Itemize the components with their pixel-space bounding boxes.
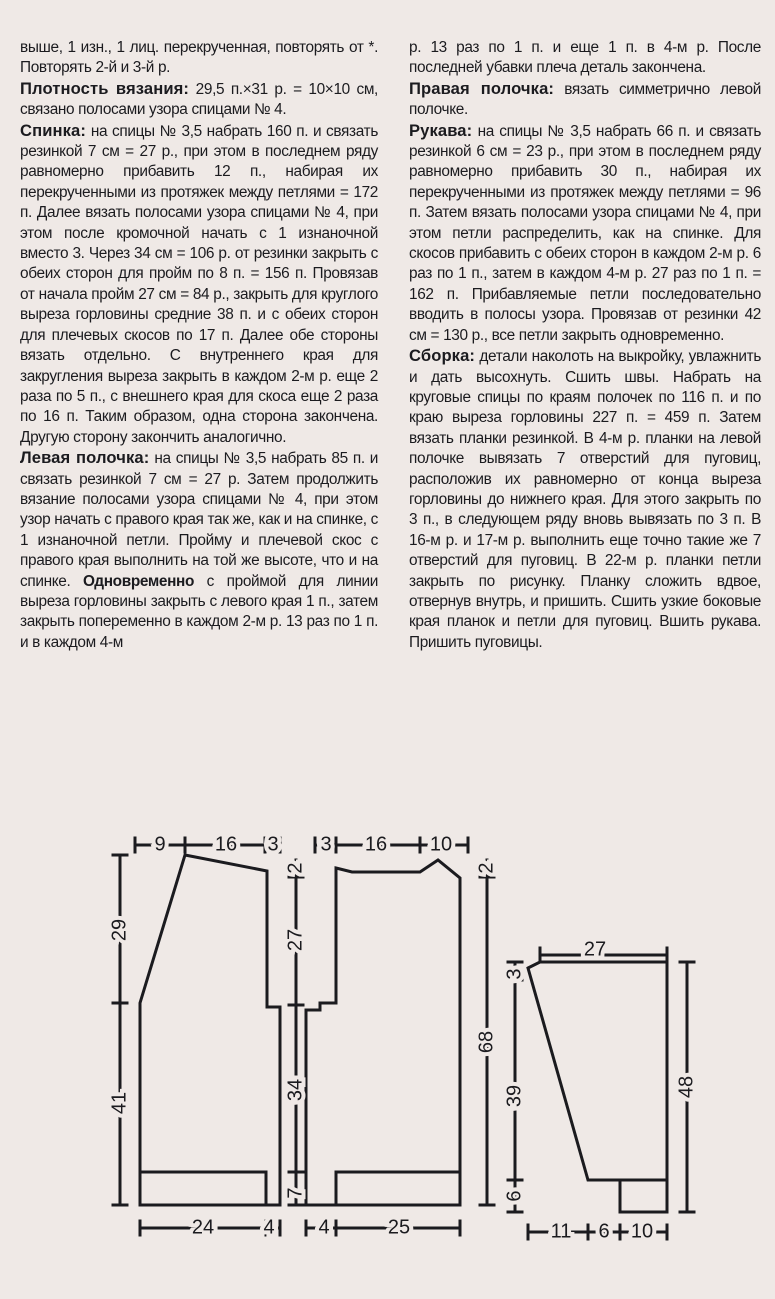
dim-sleeve-total-height: 48 <box>675 1075 698 1099</box>
dim-back-neck-left: 2 <box>284 862 307 874</box>
dim-back-neck-right: 2 <box>475 862 498 874</box>
dim-back-side-body: 34 <box>284 1078 307 1102</box>
dim-sleeve-top-width: 27 <box>583 938 607 961</box>
dim-back-top-mid: 16 <box>364 833 388 856</box>
back-paragraph: Спинка: на спицы № 3,5 набрать 160 п. и связать резинкой 7 см = 27 р., при этом в последнем ряду равномерно прибавить 12 п., набирая их перекрученными из протяжек между петлями = 172 п. Далее вязать полосами узора спицами № 4, при этом после кромочной начать с 1 изнаночной вместо 3. Через 34 см = 106 р. от резинки закрыть с обеих сторон для пройм по 8 п. = 156 п. Провязав от начала пройм 27 см = 84 р., закрыть для круглого выреза горловины средние 38 п. и с обеих сторон для плечевых скосов по 17 п. Далее обе стороны вязать отдельно. С внутреннего края для закругления выреза закрыть в каждом 2-м р. еще 2 раза по 5 п., с внешнего края для скоса еще 2 раза по 16 п. Таким образом, одна сторона закончена. Другую сторону закончить аналогично. <box>20 120 378 446</box>
dim-front-top-mid: 16 <box>214 833 238 856</box>
dim-sleeve-bottom-left: 11 <box>550 1220 572 1243</box>
dim-front-bottom-right: 4 <box>263 1216 275 1239</box>
dim-back-bottom-left: 4 <box>318 1216 330 1239</box>
emphasis-word: Одновременно <box>83 572 195 590</box>
front-piece-outline <box>140 855 280 1205</box>
density-paragraph: Плотность вязания: 29,5 п.×31 р. = 10×10 см, связано полосами узора спицами № 4. <box>20 78 378 119</box>
dim-sleeve-bottom-right: 10 <box>630 1220 654 1243</box>
sleeves-paragraph: Рукава: на спицы № 3,5 набрать 66 п. и связать резинкой 6 см = 23 р., при этом в последнем ряду равномерно прибавить 30 п., набирая их перекрученными из протяжек между петлями = 96 п. Затем вязать полосами узора спицами № 4, при этом петли распределить, как на спинке. Для скосов прибавить с обеих сторон в каждом 2-м р. 6 раз по 1 п., затем в каждом 4-м р. 27 раз по 1 п. = 162 п. Прибавляемые петли последовательно вводить в полосы узора. Провязав от резинки 42 см = 130 р., все петли закрыть одновременно. <box>409 120 761 344</box>
sleeves-heading: Рукава: <box>409 120 473 140</box>
dim-back-total-height: 68 <box>475 1030 498 1054</box>
dim-front-bottom-main: 24 <box>191 1216 215 1239</box>
dim-back-top-left: 3 <box>320 833 332 856</box>
dim-back-side-armhole: 27 <box>284 928 307 952</box>
front-dimension-lines <box>113 838 280 1235</box>
dim-back-side-rib: 7 <box>284 1187 307 1199</box>
dim-sleeve-bottom-mid: 6 <box>598 1220 610 1243</box>
density-heading: Плотность вязания: <box>20 78 190 98</box>
intro-paragraph: выше, 1 изн., 1 лиц. перекрученная, повторять от *. Повторять 2-й и 3-й р. <box>20 39 378 77</box>
dim-front-side-lower: 41 <box>108 1091 131 1115</box>
right-front-heading: Правая полочка: <box>409 78 555 98</box>
dim-front-side-upper: 29 <box>108 918 131 942</box>
dim-front-top-left: 9 <box>154 833 166 856</box>
dim-sleeve-top-step: 3 <box>503 968 526 980</box>
continuation-paragraph: р. 13 раз по 1 п. и еще 1 п. в 4-м р. После последней убавки плеча деталь закончена. <box>409 39 761 77</box>
dim-sleeve-side-main: 39 <box>503 1084 526 1108</box>
assembly-paragraph: Сборка: детали наколоть на выкройку, увлажнить и дать высохнуть. Сшить швы. Набрать на круговые спицы по краям полочек по 116 п. и по краю выреза горловины 227 п. = 459 п. Затем вязать планки резинкой. В 4-м р. планки на левой полочке вывязать 7 отверстий для пуговиц, расположив их равномерно от конца выреза горловины до нижнего края. Для этого закрыть по 3 п., в следующем ряду вновь вывязать по 3 п. В 16-м р. и 17-м р. выполнить еще точно такие же 7 отверстий для пуговиц. В 22-м р. планки петли закрыть по рисунку. Планку сложить вдвое, отвернув внутрь, и пришить. Сшить узкие боковые края планок и петли для пуговиц. Вшить рукава. Пришить пуговицы. <box>409 346 761 651</box>
dim-back-bottom-main: 25 <box>387 1216 411 1239</box>
left-front-heading: Левая полочка: <box>20 448 150 468</box>
sleeve-piece-outline <box>528 962 667 1212</box>
back-piece-outline <box>306 860 460 1205</box>
dim-front-top-right: 3 <box>267 833 279 856</box>
back-heading: Спинка: <box>20 120 86 140</box>
right-front-paragraph: Правая полочка: вязать симметрично левой полочке. <box>409 78 762 119</box>
left-front-paragraph: Левая полочка: на спицы № 3,5 набрать 85 п. и связать резинкой 7 см = 27 р. Затем продолжить вязание полосами узора спицами № 4, при этом узор начать с правого края так же, как и на спинке, с 1 изнаночной петли. Пройму и плечевой скос с правого края выполнить на той же высоте, что и на спинке. Одновременно с проймой для линии выреза горловины закрыть с левого края 1 п., затем закрыть попеременно в каждом 2-м р. 13 раз по 1 п. и в каждом 4-м <box>20 448 379 651</box>
dim-sleeve-side-rib: 6 <box>503 1190 526 1202</box>
assembly-heading: Сборка: <box>409 346 476 366</box>
dim-back-top-right: 10 <box>429 833 453 856</box>
back-dimension-lines <box>289 838 494 1235</box>
